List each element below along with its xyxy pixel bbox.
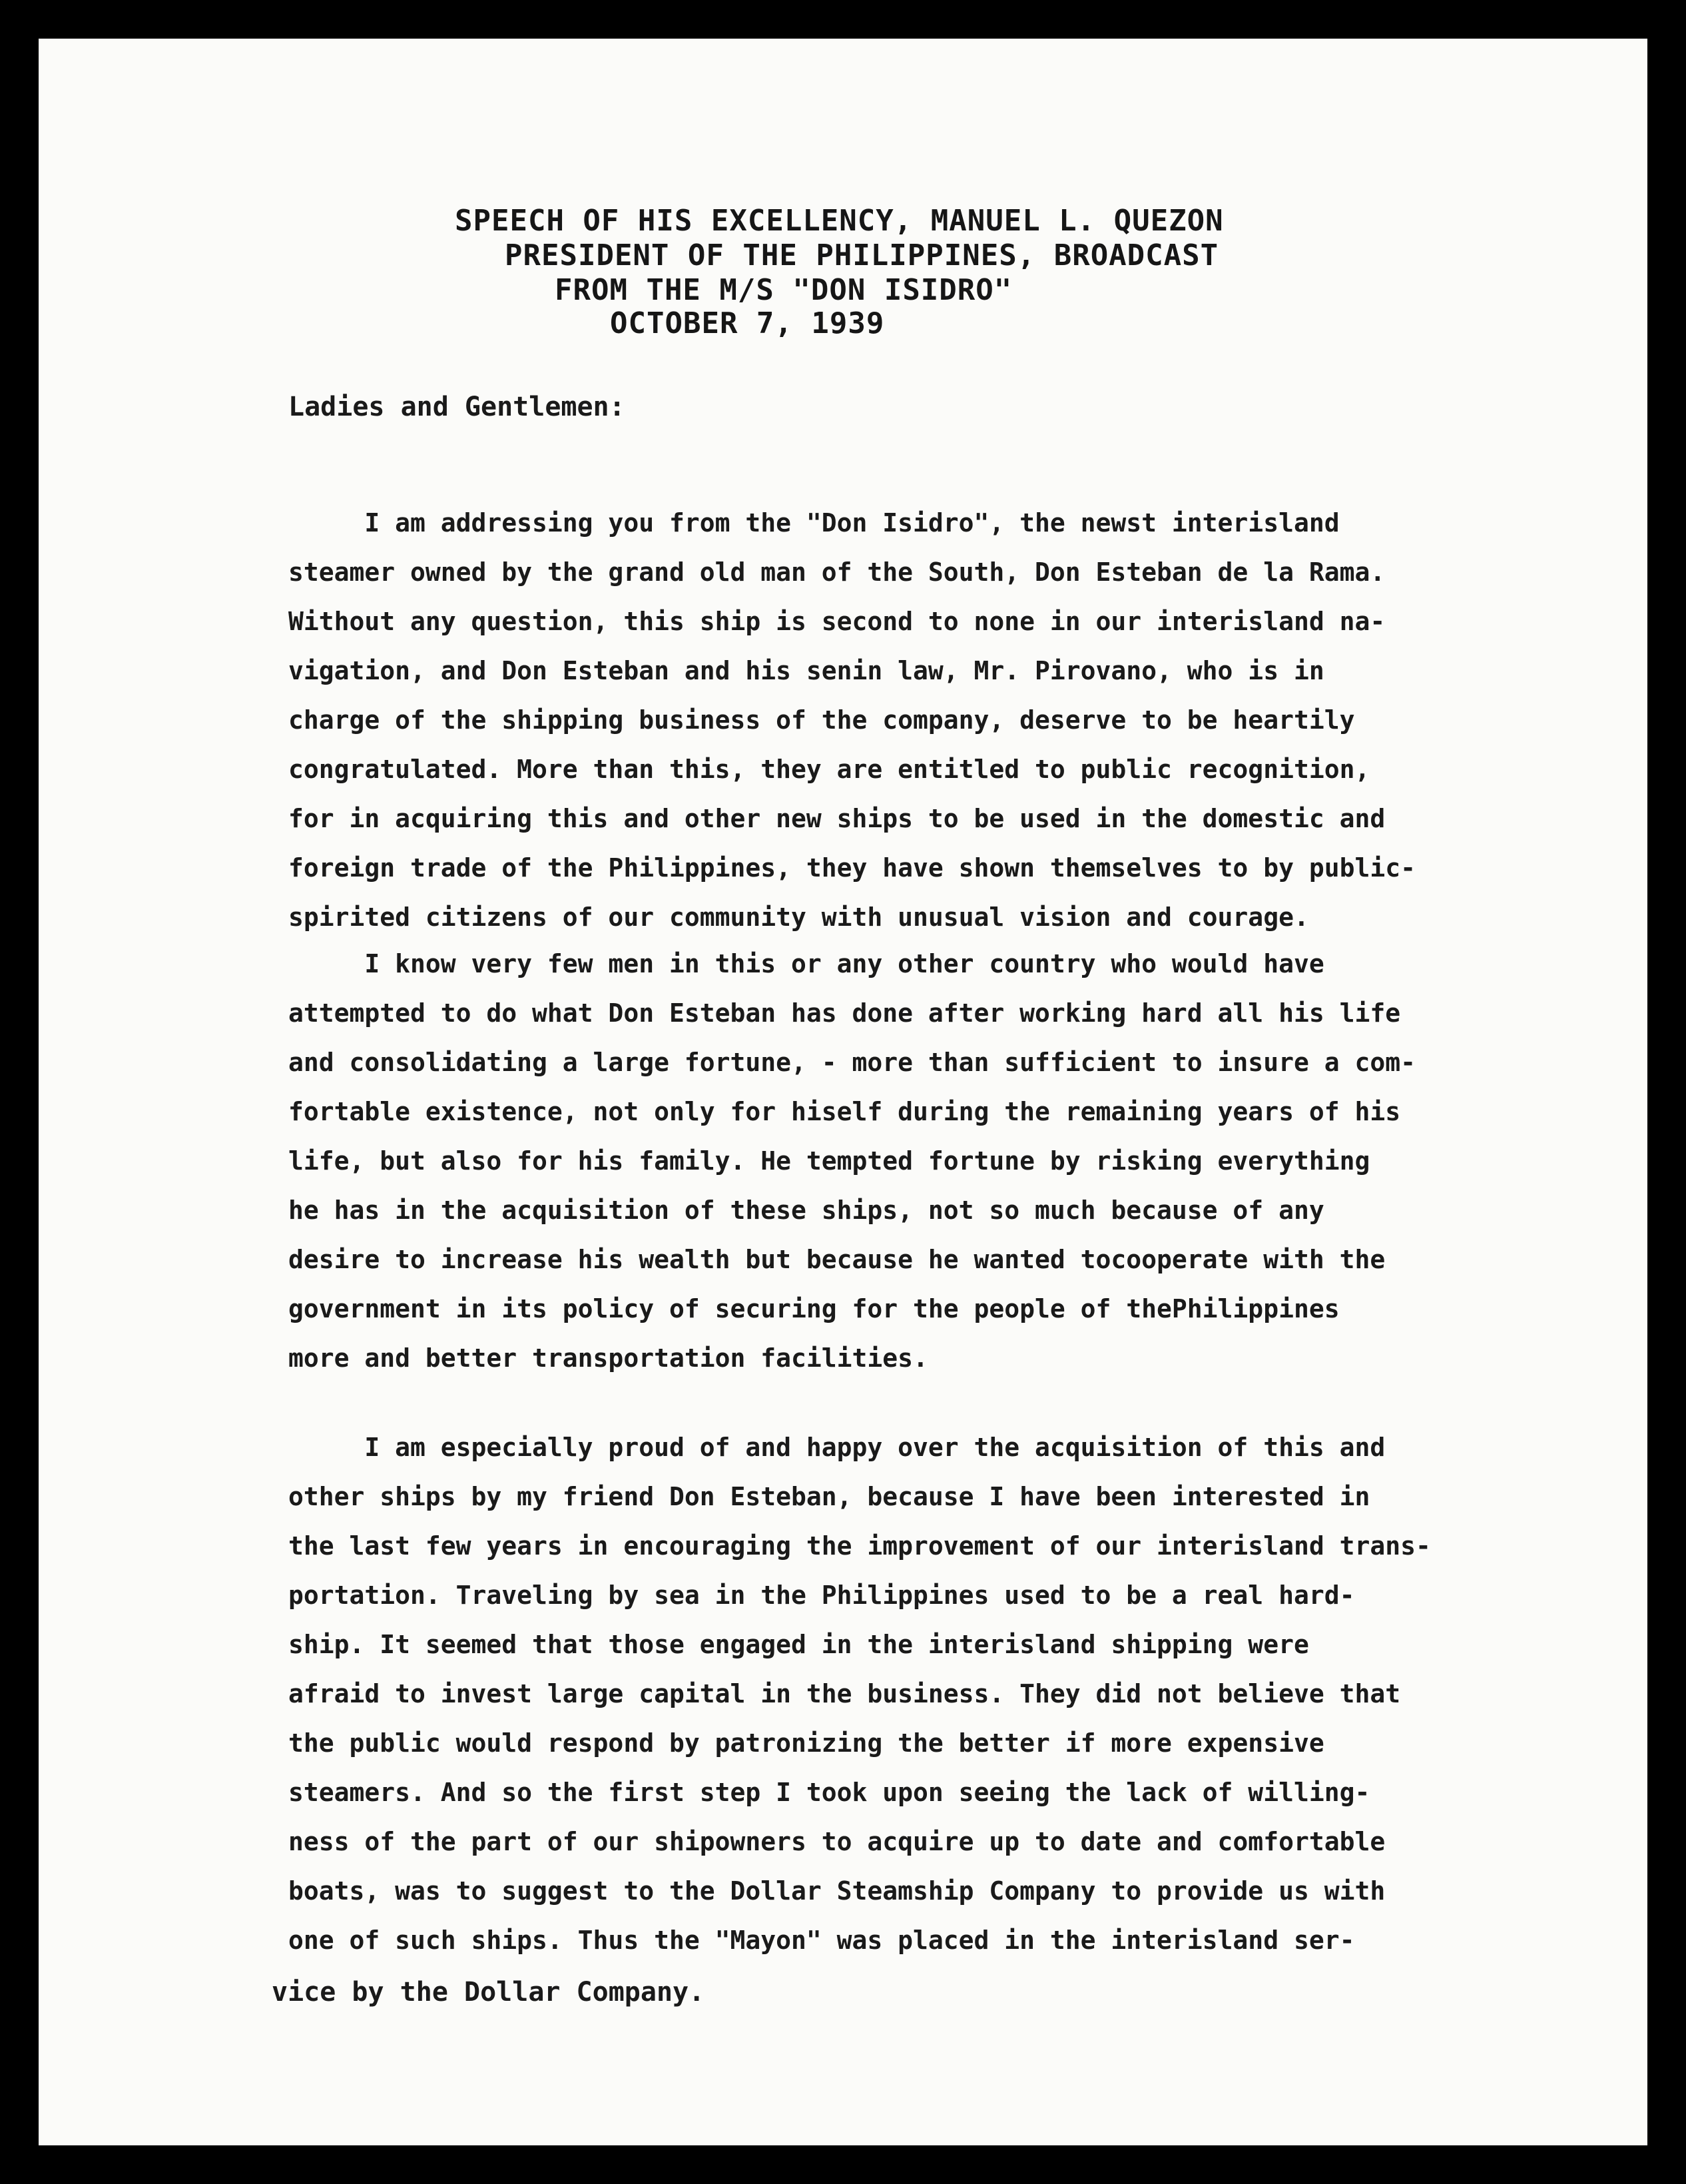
paragraph-line: he has in the acquisition of these ships, not so much because of any bbox=[288, 1196, 1324, 1225]
paragraph-line: attempted to do what Don Esteban has done after working hard all his life bbox=[288, 998, 1401, 1028]
paragraph-line: and consolidating a large fortune, - more than sufficient to insure a com- bbox=[288, 1048, 1416, 1077]
paragraph-line: the public would respond by patronizing the better if more expensive bbox=[288, 1728, 1324, 1758]
paragraph-line: Without any question, this ship is second to none in our interisland na- bbox=[288, 607, 1386, 636]
paragraph-line: desire to increase his wealth but because he wanted tocooperate with the bbox=[288, 1245, 1386, 1274]
paragraph-line: life, but also for his family. He tempted fortune by risking everything bbox=[288, 1146, 1370, 1176]
paragraph-line: fortable existence, not only for hiself during the remaining years of his bbox=[288, 1097, 1401, 1126]
paragraph-line: foreign trade of the Philippines, they have shown themselves to by public- bbox=[288, 853, 1416, 883]
paragraph-line: for in acquiring this and other new ships to be used in the domestic and bbox=[288, 804, 1386, 833]
paragraph-line: spirited citizens of our community with unusual vision and courage. bbox=[288, 903, 1309, 932]
paragraph-line: I am addressing you from the "Don Isidro", the newst interisland bbox=[288, 508, 1340, 538]
paragraph-line: government in its policy of securing for the people of thePhilippines bbox=[288, 1294, 1340, 1323]
paragraph-line: one of such ships. Thus the "Mayon" was placed in the interisland ser- bbox=[288, 1926, 1355, 1955]
paragraph-line: more and better transportation facilities. bbox=[288, 1343, 928, 1373]
paragraph-1 bbox=[288, 498, 1593, 942]
paragraph-line: steamers. And so the first step I took upon seeing the lack of willing- bbox=[288, 1778, 1370, 1807]
paragraph-2 bbox=[288, 939, 1593, 1383]
paragraph-line: charge of the shipping business of the company, deserve to be heartily bbox=[288, 705, 1355, 735]
paragraph-line: portation. Traveling by sea in the Philippines used to be a real hard- bbox=[288, 1581, 1355, 1610]
document-page bbox=[39, 39, 1647, 2145]
paragraph-line: boats, was to suggest to the Dollar Steamship Company to provide us with bbox=[288, 1876, 1386, 1906]
paragraph-line: vigation, and Don Esteban and his senin law, Mr. Pirovano, who is in bbox=[288, 656, 1324, 685]
heading-line-2: PRESIDENT OF THE PHILIPPINES, BROADCAST bbox=[505, 238, 1219, 272]
paragraph-line: the last few years in encouraging the improvement of our interisland trans- bbox=[288, 1531, 1431, 1561]
paragraph-line: I am especially proud of and happy over the acquisition of this and bbox=[288, 1433, 1386, 1462]
salutation: Ladies and Gentlemen: bbox=[288, 392, 625, 422]
paragraph-line: afraid to invest large capital in the business. They did not believe that bbox=[288, 1679, 1401, 1708]
paragraph-line: ship. It seemed that those engaged in the interisland shipping were bbox=[288, 1630, 1309, 1659]
heading-line-1: SPEECH OF HIS EXCELLENCY, MANUEL L. QUEZON bbox=[455, 204, 1224, 238]
paragraph-line: other ships by my friend Don Esteban, because I have been interested in bbox=[288, 1482, 1370, 1511]
heading-line-3: FROM THE M/S "DON ISIDRO" bbox=[555, 273, 1013, 307]
heading-line-4: OCTOBER 7, 1939 bbox=[610, 306, 885, 340]
paragraph-line: I know very few men in this or any other country who would have bbox=[288, 949, 1324, 978]
paragraph-3 bbox=[288, 1423, 1593, 1965]
paragraph-line: ness of the part of our shipowners to acquire up to date and comfortable bbox=[288, 1827, 1386, 1856]
paragraph-line: congratulated. More than this, they are entitled to public recognition, bbox=[288, 755, 1370, 784]
continuation-line: vice by the Dollar Company. bbox=[272, 1977, 705, 2007]
paragraph-line: steamer owned by the grand old man of the South, Don Esteban de la Rama. bbox=[288, 557, 1386, 587]
